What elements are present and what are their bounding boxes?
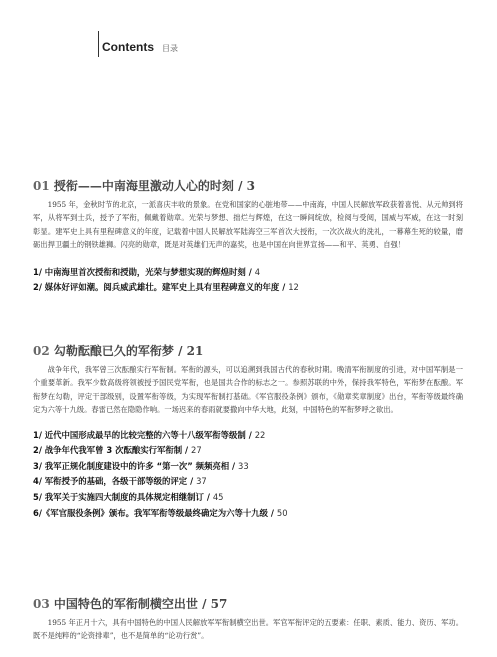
contents-header xyxy=(98,40,178,54)
toc-entry-page: 12 xyxy=(288,282,299,293)
section-number: 02 xyxy=(33,344,50,358)
toc-entry-page: 4 xyxy=(254,266,261,277)
section-title: 授衔——中南海里激动人心的时刻 xyxy=(53,179,234,193)
section-heading[interactable]: 02 勾勒酝酿已久的军衔梦 / 21 xyxy=(33,344,204,358)
section-page: 57 xyxy=(210,597,228,611)
toc-entry-page: 27 xyxy=(190,445,202,456)
toc-entry-page: 22 xyxy=(254,429,266,440)
section-03 xyxy=(33,596,463,643)
toc-entry-label: 2/ 战争年代我军曾 3 次酝酿实行军衔制 xyxy=(33,445,183,456)
section-items xyxy=(33,265,463,296)
toc-entry[interactable]: 2/ 媒体好评如潮。阅兵威武雄壮。建军史上具有里程碑意义的年度 / 12 xyxy=(33,282,299,293)
toc-entry[interactable]: 3/ 我军正规化制度建设中的许多 “第一次” 频频亮相 / 33 xyxy=(33,460,249,471)
section-description: 1955 年正月十六，具有中国特色的中国人民解放军军衔制横空出世。军官军衔评定的五要素：任职、素质、能力、资历、军功。既不是纯粹的“论资排辈”，也不是简单的“论功行赏”。 xyxy=(33,618,463,641)
section-title: 勾勒酝酿已久的军衔梦 xyxy=(53,344,174,358)
section-number: 01 xyxy=(33,179,50,193)
toc-entry[interactable]: 5/ 我军关于实施四大制度的具体规定相继制订 / 45 xyxy=(33,492,224,502)
toc-entry-label: 6/《军官服役条例》颁布。我军军衔等级最终确定为六等十九级 xyxy=(33,507,269,518)
section-page: 3 xyxy=(246,179,256,193)
toc-entry-label: 4/ 军衔授予的基础，各级干部等级的评定 xyxy=(33,476,188,487)
toc-entry[interactable]: 2/ 战争年代我军曾 3 次酝酿实行军衔制 / 27 xyxy=(33,445,202,456)
toc-entry-label: 1/ 近代中国形成最早的比较完整的六等十八级军衔等级制 xyxy=(33,429,246,440)
section-heading[interactable]: 01 授衔——中南海里激动人心的时刻 / 3 xyxy=(33,179,256,193)
toc-entry-label: 5/ 我军关于实施四大制度的具体规定相继制订 xyxy=(33,492,204,502)
toc-entry-label: 1/ 中南海里首次授衔和授勋，光荣与梦想实现的辉煌时刻 xyxy=(33,266,246,277)
toc-entry-page: 33 xyxy=(238,460,249,471)
contents-title-en: Contents xyxy=(102,40,154,54)
toc-entry-page: 37 xyxy=(196,476,207,487)
section-number: 03 xyxy=(33,597,50,611)
toc-entry-label: 2/ 媒体好评如潮。阅兵威武雄壮。建军史上具有里程碑意义的年度 xyxy=(33,282,280,293)
toc-entry[interactable]: 1/ 近代中国形成最早的比较完整的六等十八级军衔等级制 / 22 xyxy=(33,429,266,440)
section-description: 1955 年，金秋时节的北京，一派喜庆丰收的景象。在党和国家的心脏地带——中南海，中国人民解放军政获着喜悦、从元帅到将军，从将军到士兵，授予了军衔，佩戴着勋章。光荣与梦想、拙烂与辉煌，在这一瞬间绽放，检阅与受阅，国威与军威，在这一时刻彰显。建军史上具有里程碑意义的年度，记载着中国人民解放军陆海空三军首次大授衔，一次次战火的洗礼，一幕幕生死的较量，磨砺出捍卫疆土的钢铁雄狮。闪亮的勋章，既是对英雄们无声的嘉奖，也是中国在向世界宣扬——和平、英勇、自强！ xyxy=(33,200,463,250)
toc-entry-page: 45 xyxy=(212,492,224,502)
section-heading[interactable]: 03 中国特色的军衔制横空出世 / 57 xyxy=(33,597,228,611)
section-description: 战争年代，我军曾三次酝酿实行军衔制。军衔的源头，可以追溯到我国古代的春秋时期。晚清军衔制度的引进，对中国军制是一个重要革新。我军少数高级将领被授予国民党军衔，也是国共合作的标志之一。参照苏联的中外，保持我军特色，军衔梦在酝酿。军衔梦在勾勒，评定干部级别，设置军衔等级，为实现军衔制打基础。《军官服役条例》颁布，《勋章奖章制度》出台，军衔等级最终确定为六等十九级。春雷已然在隐隐作响。一场迟来的春雨就要撒向中华大地，此刻，中国特色的军衔梦呼之欲出。 xyxy=(33,365,463,415)
section-items xyxy=(33,428,463,522)
toc-entry[interactable]: 1/ 中南海里首次授衔和授勋，光荣与梦想实现的辉煌时刻 / 4 xyxy=(33,266,261,277)
section-02 xyxy=(33,343,463,521)
toc-entry-label: 3/ 我军正规化制度建设中的许多 “第一次” 频频亮相 xyxy=(33,460,230,471)
section-title: 中国特色的军衔制横空出世 xyxy=(53,597,198,611)
toc-entry[interactable]: 4/ 军衔授予的基础，各级干部等级的评定 / 37 xyxy=(33,476,207,487)
contents-title-zh: 目录 xyxy=(162,44,178,53)
toc-entry-page: 50 xyxy=(276,507,288,518)
section-page: 21 xyxy=(186,344,204,358)
section-01 xyxy=(33,178,463,296)
toc-entry[interactable]: 6/《军官服役条例》颁布。我军军衔等级最终确定为六等十九级 / 50 xyxy=(33,507,288,518)
